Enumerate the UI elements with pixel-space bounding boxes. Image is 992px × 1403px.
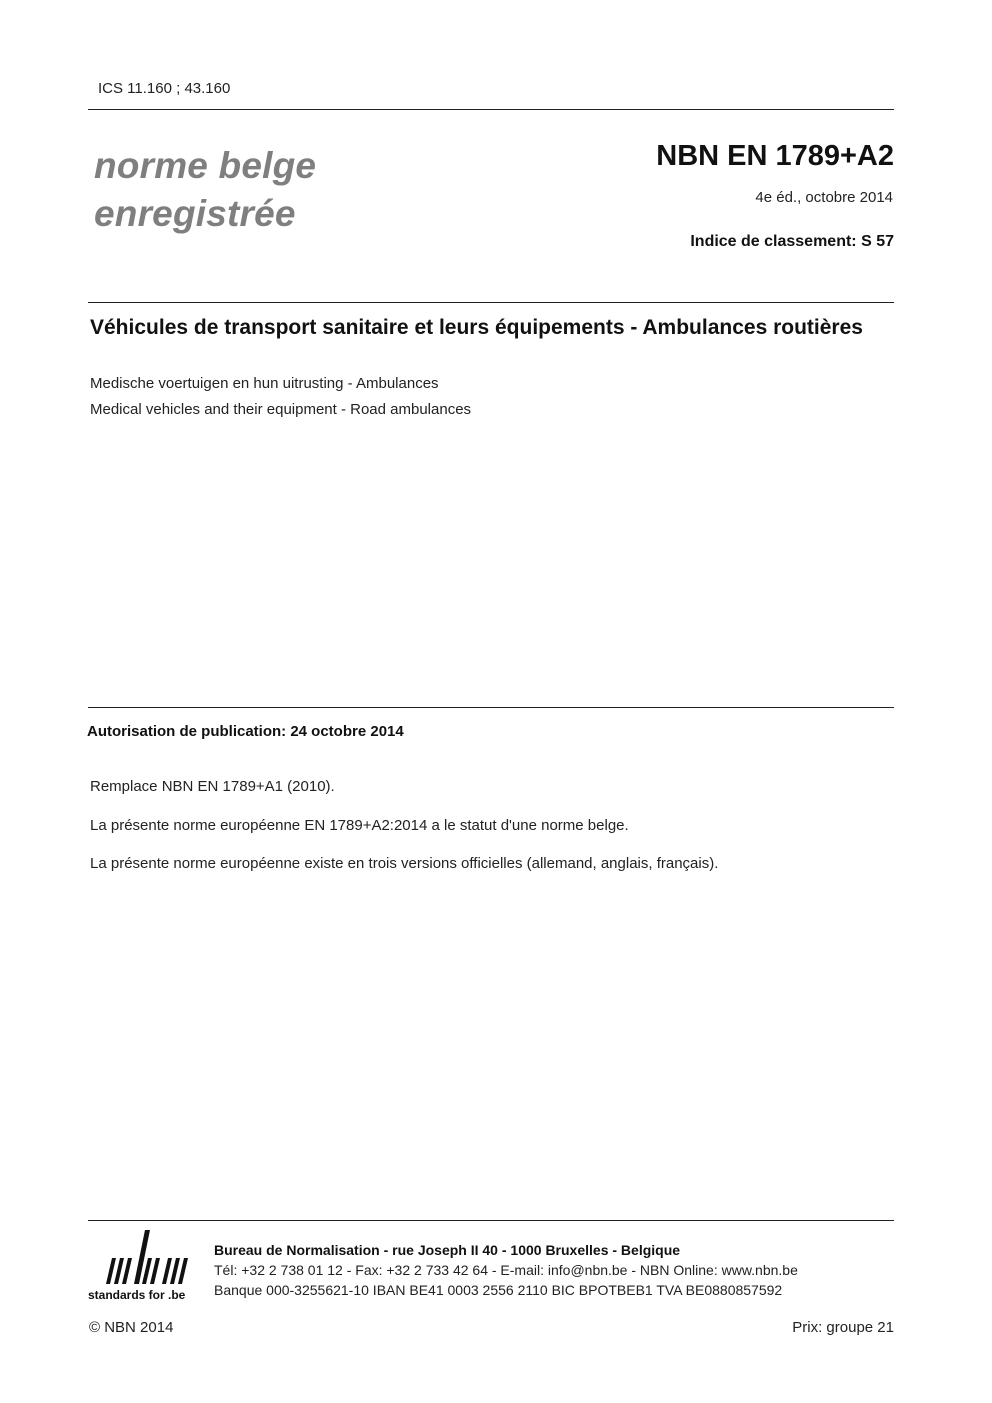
logo-tagline: standards for .be	[88, 1288, 186, 1302]
title-divider	[88, 302, 894, 303]
classification-index: Indice de classement: S 57	[690, 233, 894, 250]
copyright: © NBN 2014	[89, 1319, 174, 1336]
footer-contact: Tél: +32 2 738 01 12 - Fax: +32 2 733 42 64 - E-mail: info@nbn.be - NBN Online: www.nbn.be	[214, 1262, 798, 1278]
title-dutch: Medische voertuigen en hun uitrusting - Ambulances	[90, 375, 439, 392]
footer-bank: Banque 000-3255621-10 IBAN BE41 0003 2556 2110 BIC BPOTBEB1 TVA BE0880857592	[214, 1282, 783, 1298]
nbn-logo-mark	[88, 1228, 200, 1286]
brand-title	[94, 142, 316, 238]
edition: 4e éd., octobre 2014	[755, 189, 893, 206]
brand-line-2: enregistrée	[94, 193, 296, 234]
note-status: La présente norme européenne EN 1789+A2:2014 a le statut d'une norme belge.	[90, 817, 629, 834]
price-group: Prix: groupe 21	[792, 1319, 894, 1336]
ics-code: ICS 11.160 ; 43.160	[98, 80, 231, 97]
footer-divider	[88, 1220, 894, 1221]
note-replaces: Remplace NBN EN 1789+A1 (2010).	[90, 778, 335, 795]
footer-address: Bureau de Normalisation - rue Joseph II 40 - 1000 Bruxelles - Belgique	[214, 1242, 681, 1258]
standard-code: NBN EN 1789+A2	[656, 140, 894, 172]
publication-authorization: Autorisation de publication: 24 octobre 2014	[87, 723, 404, 740]
header-divider	[88, 109, 894, 110]
title-french: Véhicules de transport sanitaire et leurs équipements - Ambulances routières	[90, 316, 863, 339]
note-versions: La présente norme européenne existe en trois versions officielles (allemand, anglais, français).	[90, 855, 719, 872]
title-english: Medical vehicles and their equipment - Road ambulances	[90, 401, 472, 418]
nbn-logo	[88, 1228, 200, 1306]
brand-line-1: norme belge	[94, 145, 317, 186]
authorization-divider	[88, 707, 894, 708]
